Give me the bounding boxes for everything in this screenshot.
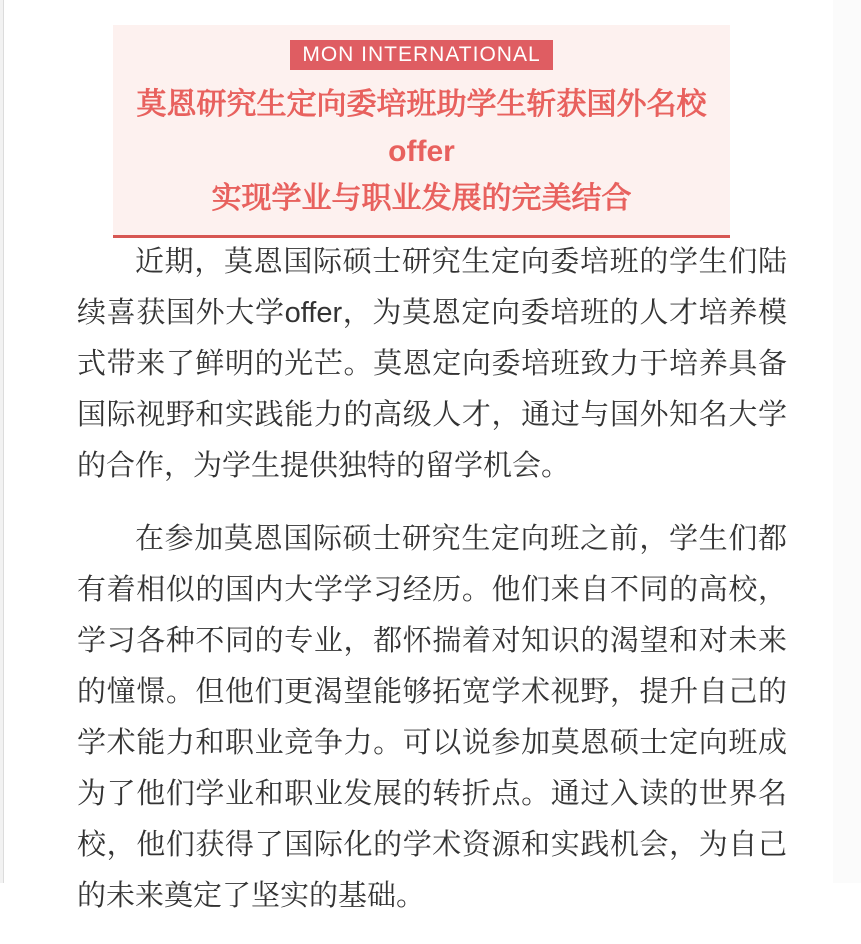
article-title-line2: 实现学业与职业发展的完美结合	[211, 182, 632, 215]
article-title-line1: 莫恩研究生定向委培班助学生斩获国外名校offer	[136, 88, 707, 168]
article-body	[77, 237, 787, 944]
article-paragraph: 在参加莫恩国际硕士研究生定向班之前，学生们都有着相似的国内大学学习经历。他们来自不同的高校，学习各种不同的专业，都怀揣着对知识的渴望和对未来的憧憬。但他们更渴望能够拓宽学术视野，提升自己的学术能力和职业竞争力。可以说参加莫恩硕士定向班成为了他们学业和职业发展的转折点。通过入读的世界名校，他们获得了国际化的学术资源和实践机会，为自己的未来奠定了坚实的基础。	[77, 523, 787, 912]
brand-badge: MON INTERNATIONAL	[290, 40, 552, 70]
page-left-edge-line	[0, 0, 4, 883]
scrollbar-track[interactable]	[833, 0, 861, 883]
article-paragraph: 近期，莫恩国际硕士研究生定向委培班的学生们陆续喜获国外大学offer，为莫恩定向委培班的人才培养模式带来了鲜明的光芒。莫恩定向委培班致力于培养具备国际视野和实践能力的高级人才，通过与国外知名大学的合作，为学生提供独特的留学机会。	[77, 246, 787, 482]
article-header-panel	[113, 25, 730, 238]
